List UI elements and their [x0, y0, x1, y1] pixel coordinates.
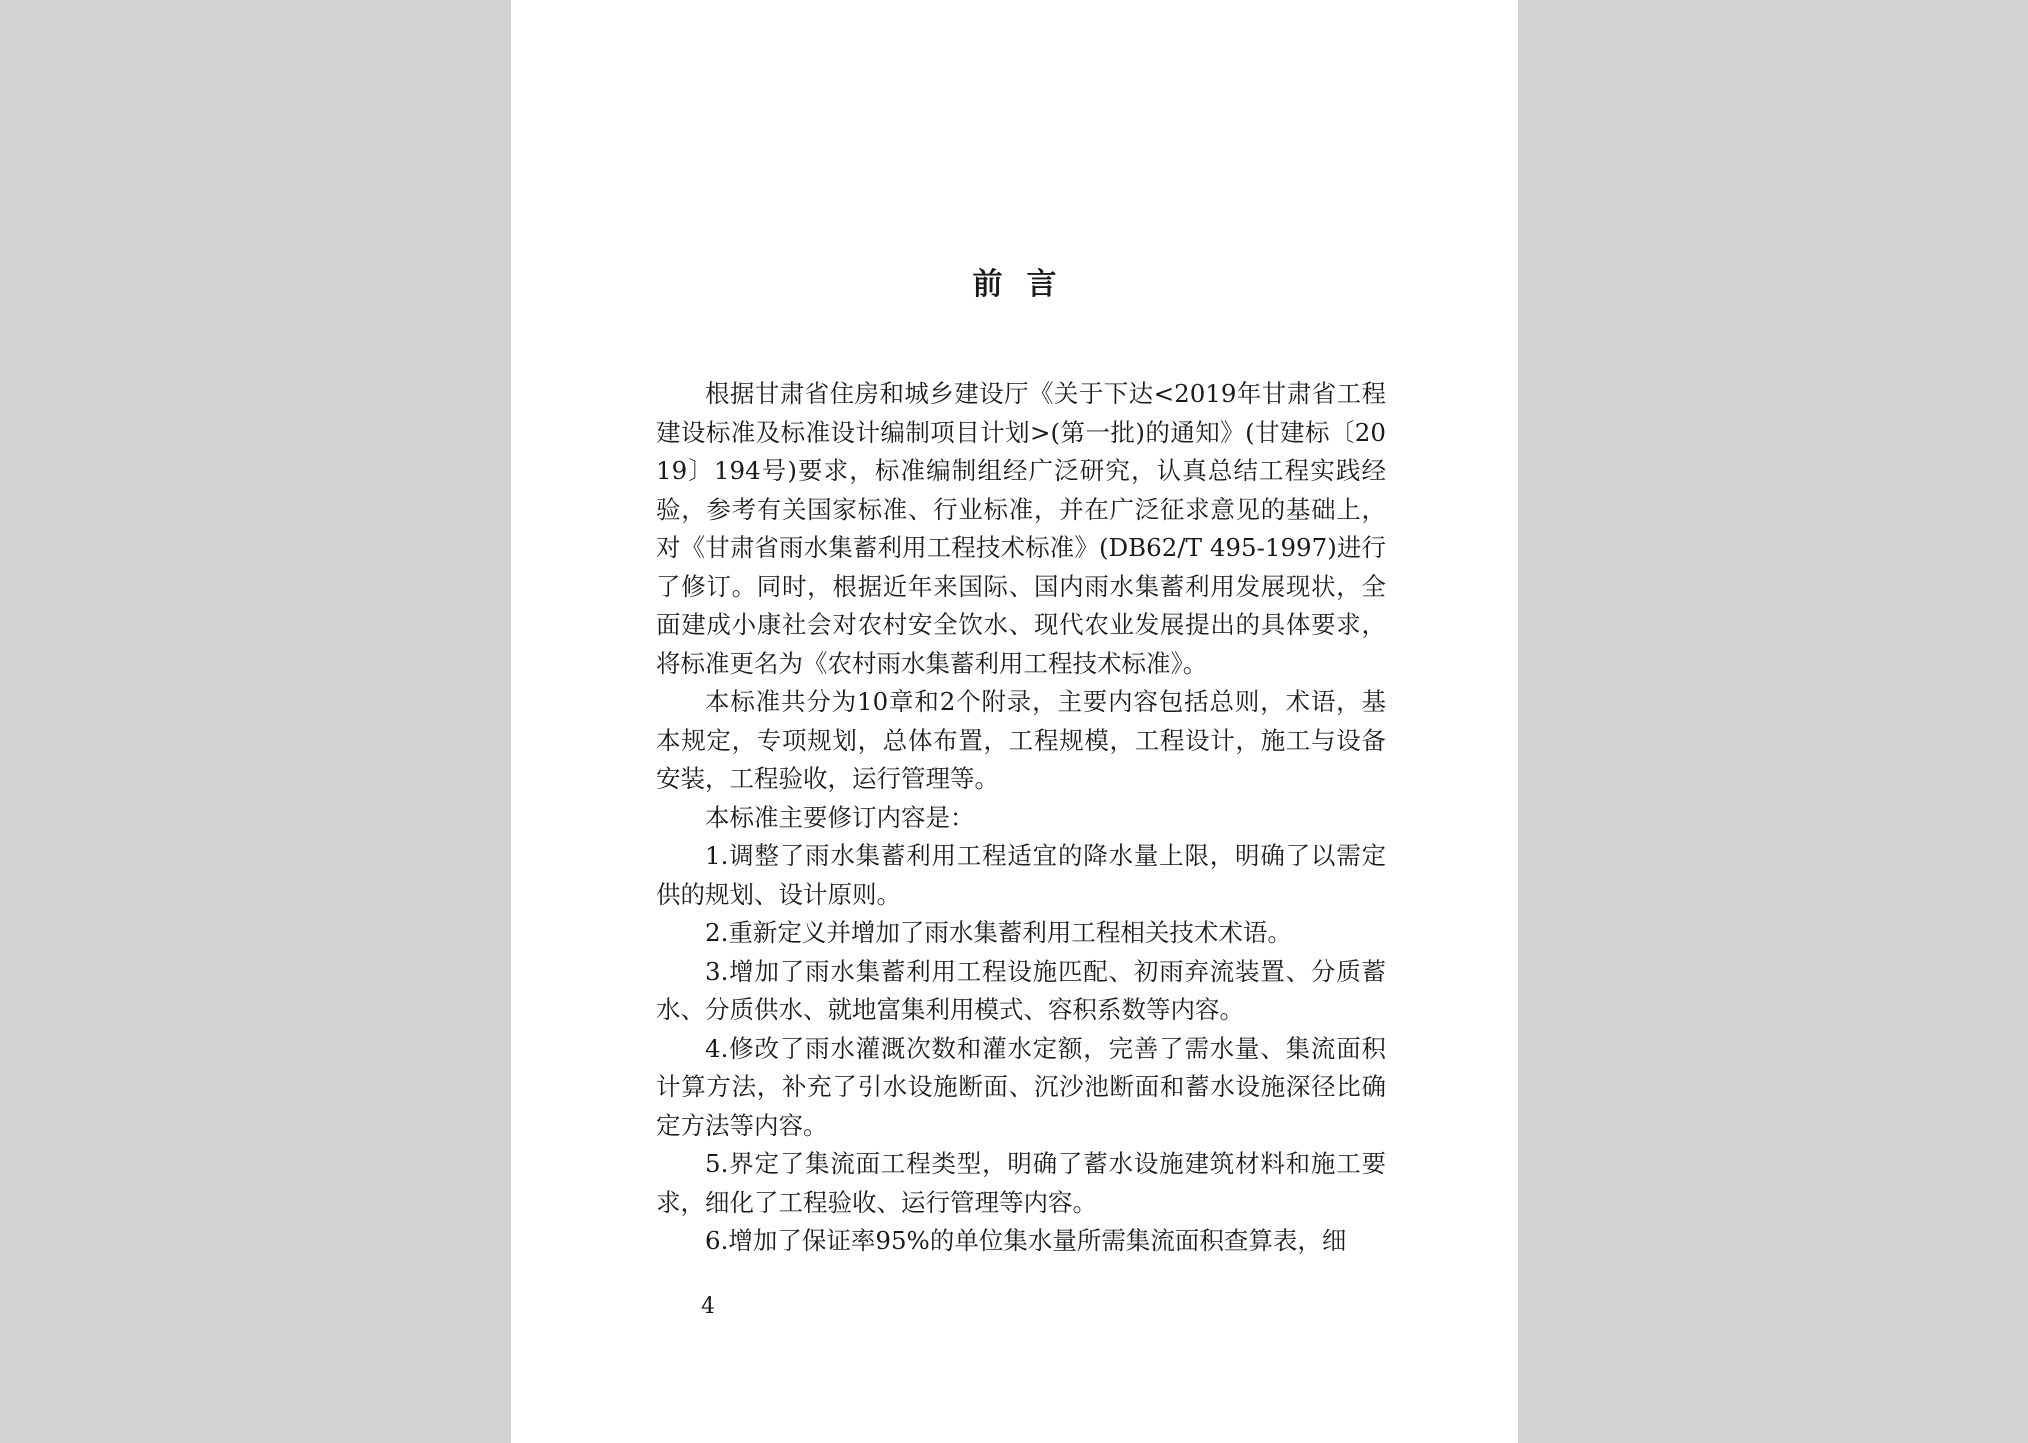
- page-title: 前言: [972, 267, 1081, 302]
- paragraph: 4.修改了雨水灌溉次数和灌水定额，完善了需水量、集流面积计算方法，补充了引水设施断面、沉沙池断面和蓄水设施深径比确定方法等内容。: [656, 1033, 1386, 1140]
- paragraph: 3.增加了雨水集蓄利用工程设施匹配、初雨弃流装置、分质蓄水、分质供水、就地富集利用模式、容积系数等内容。: [656, 956, 1386, 1024]
- page-body: [656, 375, 1386, 1261]
- page-number: 4: [701, 1294, 715, 1319]
- paragraph: 本标准共分为10章和2个附录，主要内容包括总则，术语，基本规定，专项规划，总体布置，工程规模，工程设计，施工与设备安装，工程验收，运行管理等。: [656, 687, 1386, 793]
- paragraph: 本标准主要修订内容是：: [705, 802, 975, 832]
- paragraph: 1.调整了雨水集蓄利用工程适宜的降水量上限，明确了以需定供的规划、设计原则。: [656, 841, 1386, 909]
- paragraph: 6.增加了保证率95%的单位集水量所需集流面积查算表，细: [705, 1226, 1347, 1255]
- paragraph: 2.重新定义并增加了雨水集蓄利用工程相关技术术语。: [705, 918, 1292, 947]
- document-page: [511, 0, 1518, 1443]
- paragraph: 5.界定了集流面工程类型，明确了蓄水设施建筑材料和施工要求，细化了工程验收、运行管理等内容。: [656, 1149, 1386, 1217]
- paragraph: 根据甘肃省住房和城乡建设厅《关于下达<2019年甘肃省工程建设标准及标准设计编制项目计划>(第一批)的通知》(甘建标〔2019〕194号)要求，标准编制组经广泛研究，认真总结工程实践经验，参考有关国家标准、行业标准，并在广泛征求意见的基础上，对《甘肃省雨水集蓄利用工程技术标准》(DB62/T 495-1997)进行了修订。同时，根据近年来国际、国内雨水集蓄利用发展现状，全面建成小康社会对农村安全饮水、现代农业发展提出的具体要求，将标准更名为《农村雨水集蓄利用工程技术标准》。: [656, 379, 1386, 678]
